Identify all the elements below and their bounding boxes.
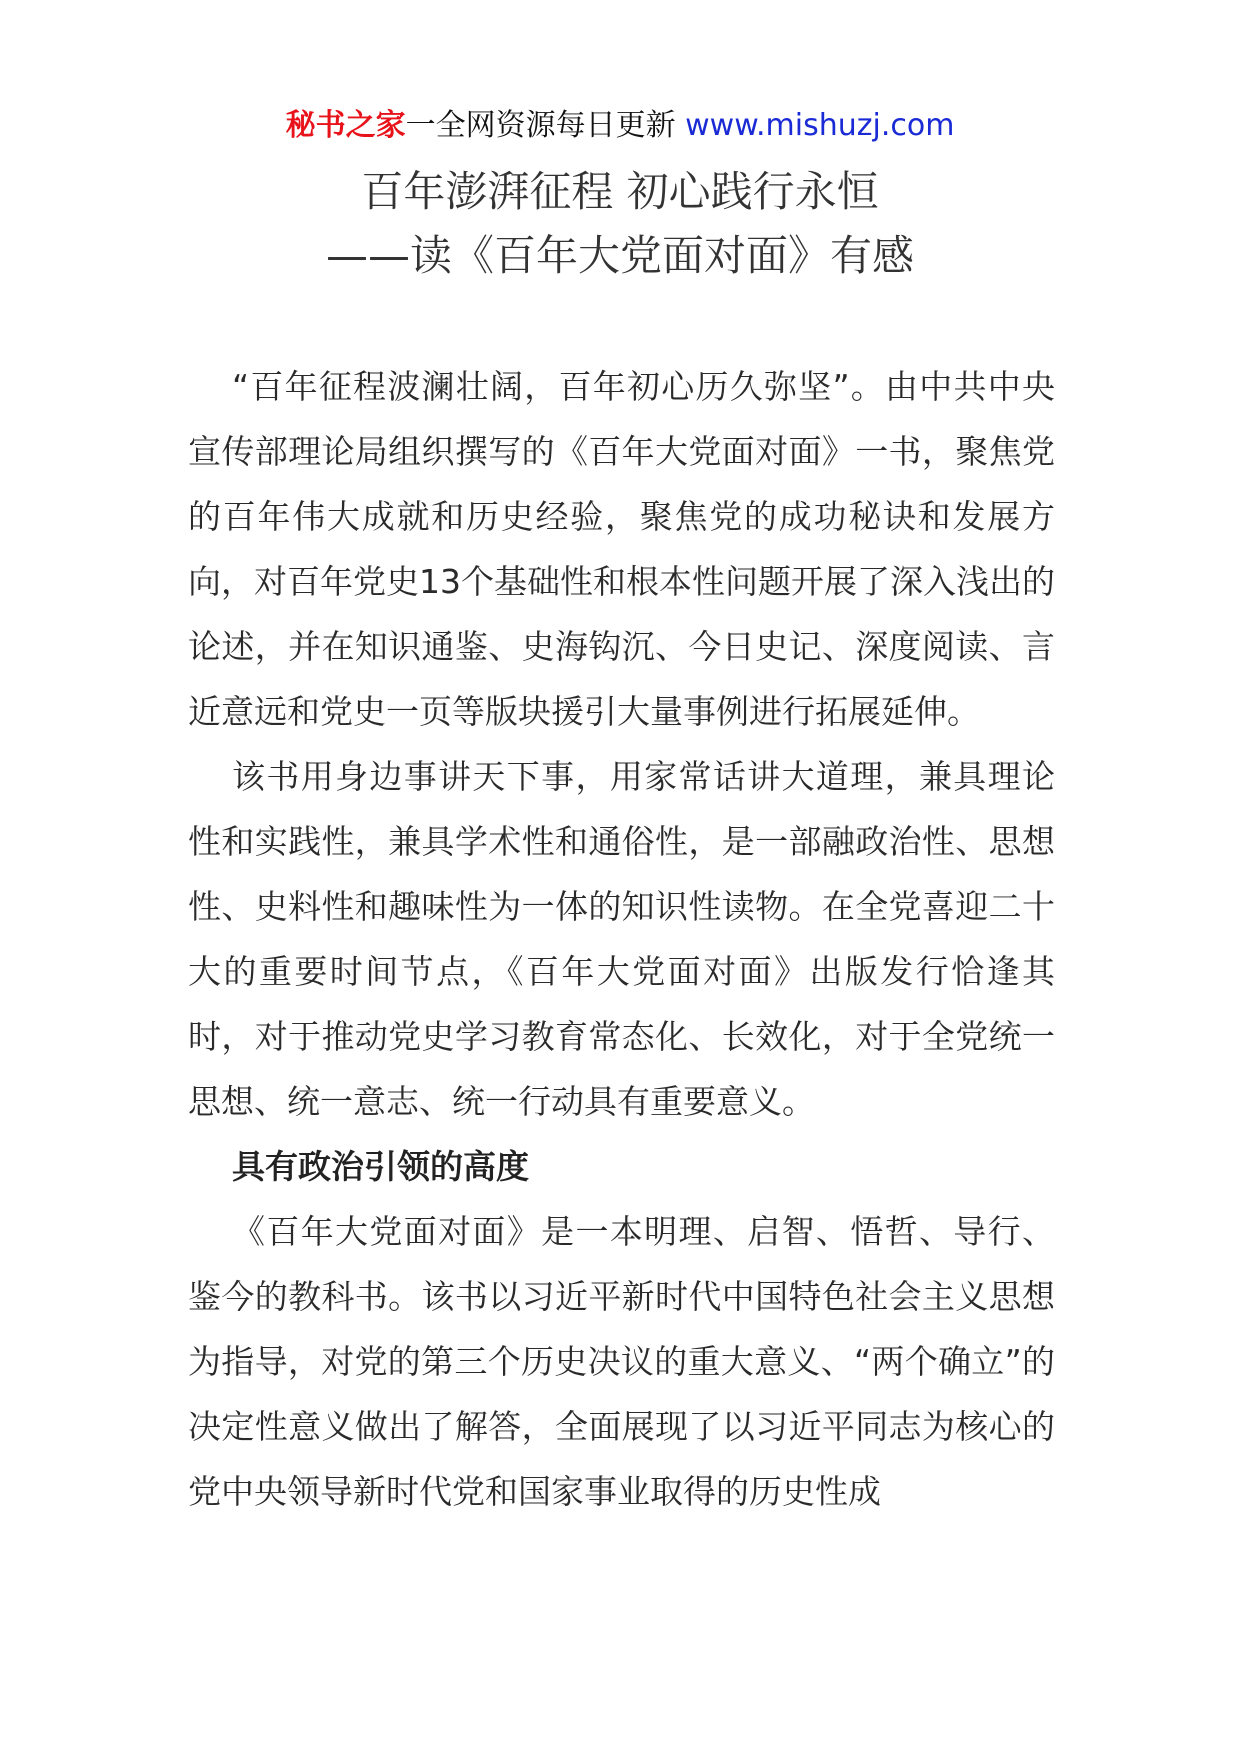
header-tagline: 一全网资源每日更新 [405,108,676,143]
site-url-link[interactable]: www.mishuzj.com [685,108,955,143]
body-paragraph-2: 该书用身边事讲天下事，用家常话讲大道理，兼具理论性和实践性，兼具学术性和通俗性，是一部融政治性、思想性、史料性和趣味性为一体的知识性读物。在全党喜迎二十大的重要时间节点，《百年大党面对面》出版发行恰逢其时，对于推动党史学习教育常态化、长效化，对于全党统一思想、统一意志、统一行动具有重要意义。 [188,757,1055,1121]
section-heading: 具有政治引领的高度 [232,1147,529,1186]
body-paragraph-3: 《百年大党面对面》是一本明理、启智、悟哲、导行、鉴今的教科书。该书以习近平新时代中国特色社会主义思想为指导，对党的第三个历史决议的重大意义、“两个确立”的决定性意义做出了解答，全面展现了以习近平同志为核心的党中央领导新时代党和国家事业取得的历史性成 [188,1212,1055,1511]
body-paragraph-1: “百年征程波澜壮阔，百年初心历久弥坚”。由中共中央宣传部理论局组织撰写的《百年大党面对面》一书，聚焦党的百年伟大成就和历史经验，聚焦党的成功秘诀和发展方向，对百年党史13个基础性和根本性问题开展了深入浅出的论述，并在知识通鉴、史海钩沉、今日史记、深度阅读、言近意远和党史一页等版块援引大量事例进行拓展延伸。 [188,367,1055,731]
site-header [0,106,1240,146]
brand-name: 秘书之家 [285,108,406,143]
document-body [188,354,1055,1524]
document-subtitle: ——读《百年大党面对面》有感 [325,231,914,280]
document-title: 百年澎湃征程 初心践行永恒 [361,167,879,216]
